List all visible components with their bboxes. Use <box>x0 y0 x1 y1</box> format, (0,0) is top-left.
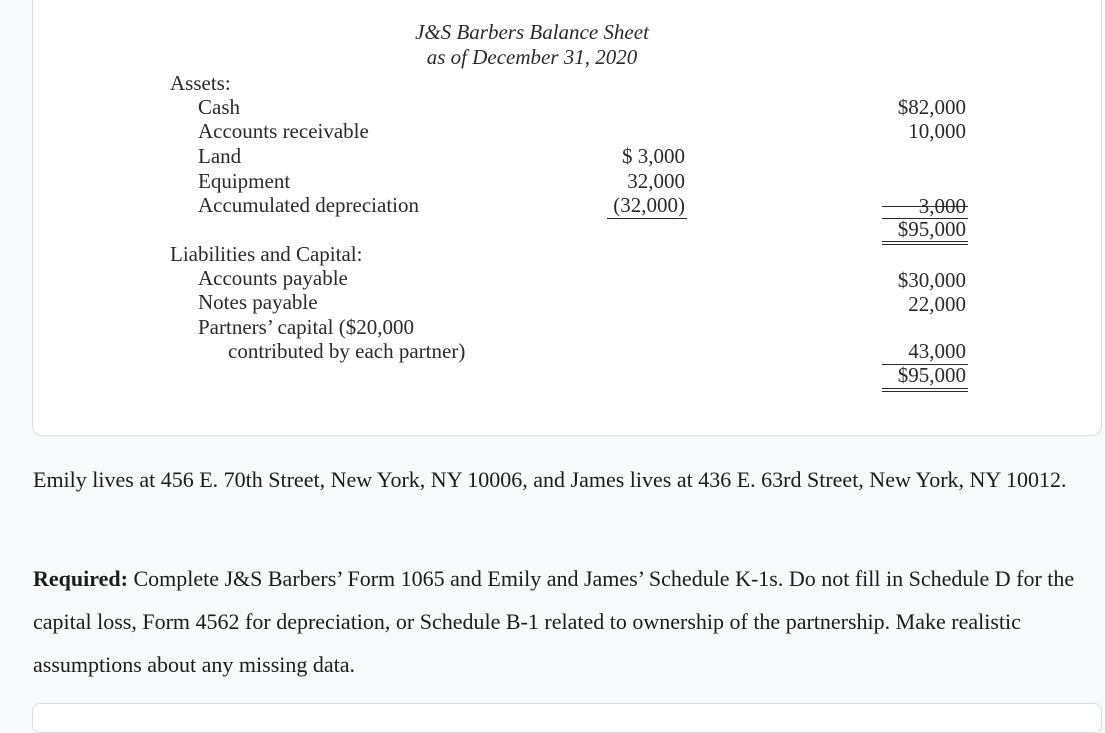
asset-mid-accumulated-depreciation: (32,000) <box>613 193 685 217</box>
asset-mid-equipment: 32,000 <box>627 169 685 193</box>
liability-value-accounts-payable: $30,000 <box>897 268 966 292</box>
assets-heading: Assets: <box>170 71 231 95</box>
assets-total: $95,000 <box>897 217 966 241</box>
balance-sheet-subtitle: as of December 31, 2020 <box>426 45 638 69</box>
liabilities-heading: Liabilities and Capital: <box>170 242 363 266</box>
asset-value-net-equipment: 3,000 <box>918 194 966 218</box>
next-card <box>32 703 1102 733</box>
balance-sheet-title: J&S Barbers Balance Sheet <box>415 20 649 44</box>
liability-label-accounts-payable: Accounts payable <box>198 266 348 290</box>
liabilities-total-double-underline-2 <box>882 391 968 392</box>
required-label: Required: <box>33 566 128 591</box>
asset-label-cash: Cash <box>198 95 240 119</box>
mid-column-underline <box>607 218 687 219</box>
liability-label-partners-capital: Partners’ capital ($20,000 <box>198 315 414 339</box>
asset-label-equipment: Equipment <box>198 169 291 193</box>
liabilities-total-double-underline-1 <box>882 388 968 389</box>
required-paragraph <box>33 557 1093 686</box>
asset-label-accumulated-depreciation: Accumulated depreciation <box>198 193 419 217</box>
balance-sheet-image <box>170 8 970 393</box>
asset-label-accounts-receivable: Accounts receivable <box>198 119 369 143</box>
liability-value-partners-capital: 43,000 <box>908 339 966 363</box>
asset-value-accounts-receivable: 10,000 <box>908 119 966 143</box>
asset-label-land: Land <box>198 144 242 168</box>
address-paragraph: Emily lives at 456 E. 70th Street, New York, NY 10006, and James lives at 436 E. 63rd Street, New York, NY 10012. <box>33 467 1067 492</box>
assets-total-double-underline-2 <box>882 244 968 245</box>
asset-value-cash: $82,000 <box>897 95 966 119</box>
assets-total-double-underline-1 <box>882 241 968 242</box>
asset-mid-land: $ 3,000 <box>622 144 685 168</box>
liability-label-partners-capital-cont: contributed by each partner) <box>228 339 466 363</box>
liabilities-total: $95,000 <box>897 363 966 387</box>
liability-label-notes-payable: Notes payable <box>198 290 318 314</box>
liability-value-notes-payable: 22,000 <box>908 292 966 316</box>
required-text: Complete J&S Barbers’ Form 1065 and Emily and James’ Schedule K-1s. Do not fill in Schedule D for the capital loss, Form 4562 for depreciation, or Schedule B-1 related to ownership of the partnership. Make realistic assumptions about any missing data. <box>33 566 1075 677</box>
